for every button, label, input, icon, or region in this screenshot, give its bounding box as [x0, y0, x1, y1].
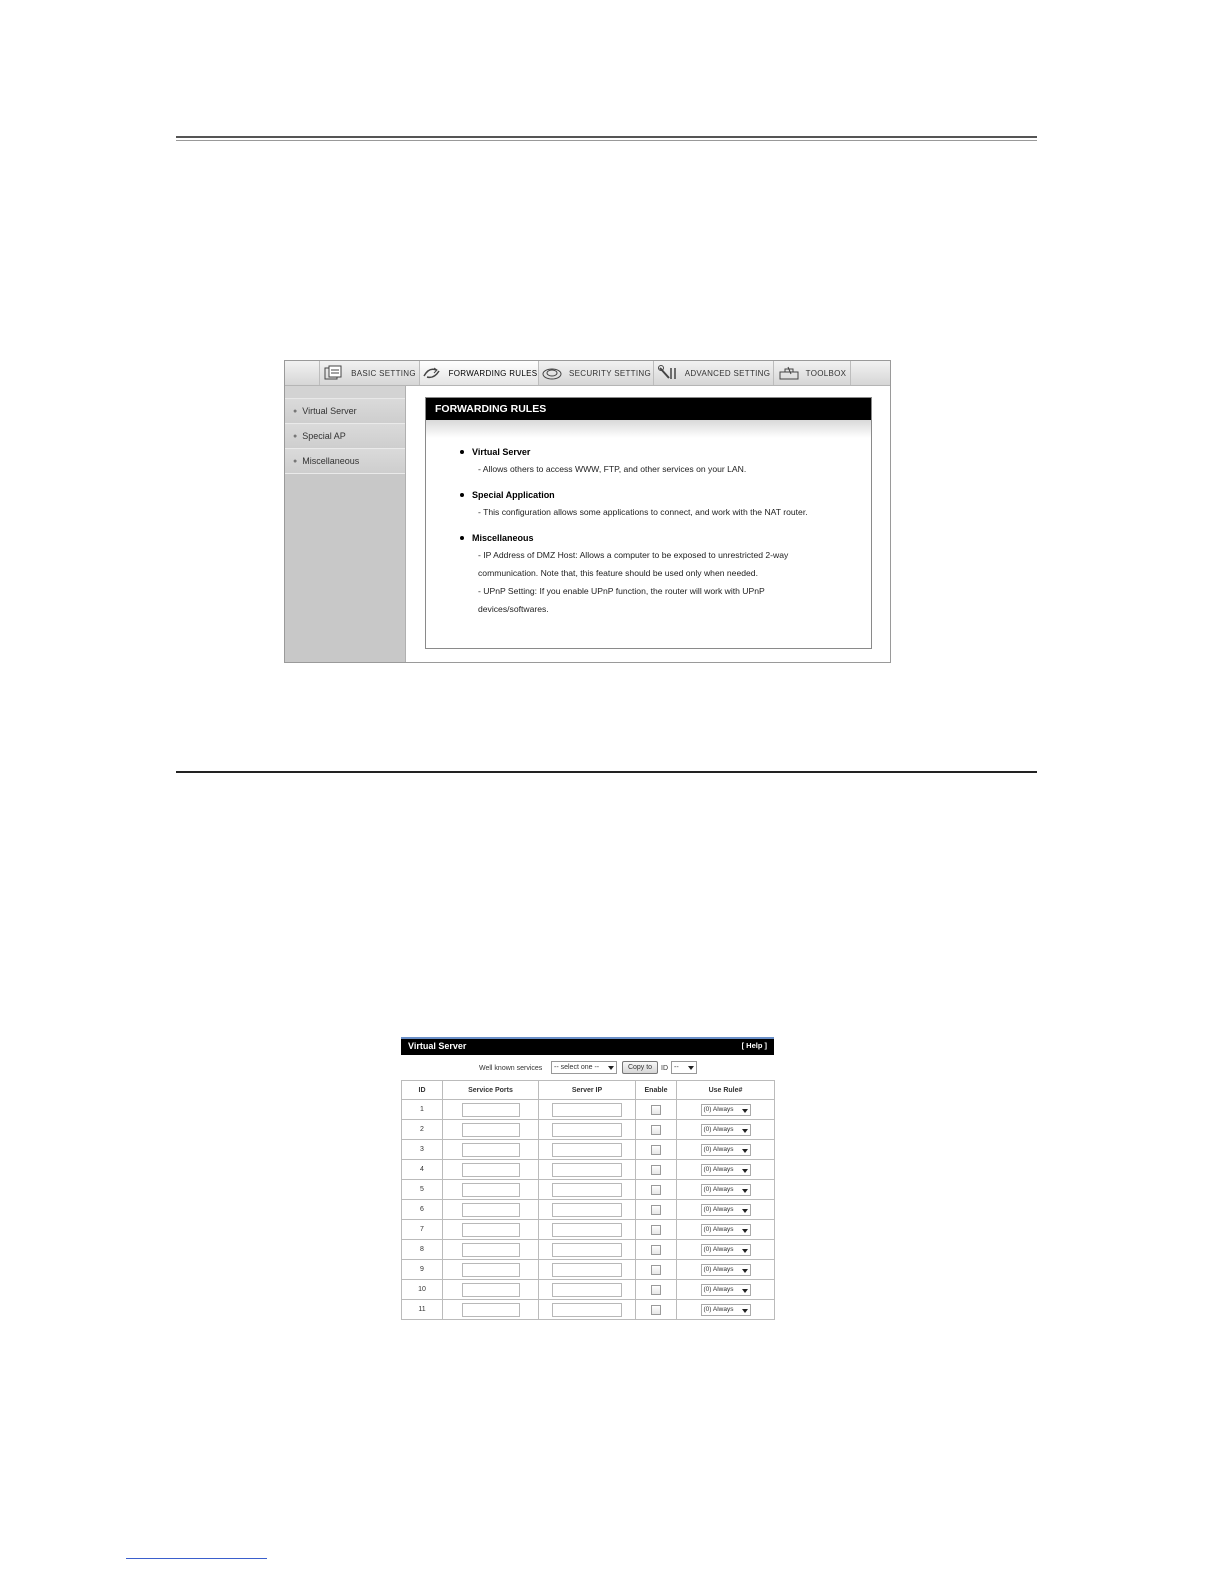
server-ip-input[interactable] — [552, 1143, 622, 1157]
row-id: 7 — [402, 1220, 443, 1240]
server-ip-input[interactable] — [552, 1243, 622, 1257]
tab-label: ADVANCED SETTING — [684, 368, 771, 378]
use-rule-select[interactable]: (0) Always — [701, 1284, 751, 1296]
toolbox-icon — [778, 365, 800, 381]
sidebar-item-miscellaneous[interactable]: ● Miscellaneous — [285, 449, 405, 474]
bullet-icon: ● — [293, 432, 298, 440]
column-header: Service Ports — [443, 1081, 539, 1100]
row-id: 11 — [402, 1300, 443, 1320]
tab-label: FORWARDING RULES — [448, 368, 538, 378]
virtual-server-screenshot — [401, 1037, 774, 1323]
row-id: 8 — [402, 1240, 443, 1260]
enable-checkbox[interactable] — [651, 1305, 661, 1315]
well-known-services-row — [401, 1059, 774, 1077]
table-row — [402, 1120, 775, 1140]
chevron-down-icon — [742, 1249, 748, 1253]
chevron-down-icon — [742, 1149, 748, 1153]
table-header-row — [402, 1081, 775, 1100]
list-item: Miscellaneous - IP Address of DMZ Host: Allows a computer to be exposed to unrestricted 2-way communication. Note that, this feature should be used only when needed. - UPnP Setting: If you enable UPnP function, the router will work with UPnP devices/softwares. — [460, 530, 860, 618]
well-known-label: Well known services — [479, 1065, 543, 1072]
tab-advanced-setting[interactable] — [653, 361, 773, 385]
table-row — [402, 1200, 775, 1220]
server-ip-input[interactable] — [552, 1283, 622, 1297]
chevron-down-icon — [742, 1229, 748, 1233]
use-rule-select[interactable]: (0) Always — [701, 1304, 751, 1316]
use-rule-select[interactable]: (0) Always — [701, 1104, 751, 1116]
main-tab-bar — [285, 361, 890, 386]
table-row — [402, 1140, 775, 1160]
enable-checkbox[interactable] — [651, 1225, 661, 1235]
row-id: 2 — [402, 1120, 443, 1140]
chevron-down-icon — [742, 1289, 748, 1293]
chevron-down-icon — [742, 1209, 748, 1213]
bullet-icon: ● — [293, 407, 298, 415]
chevron-down-icon — [742, 1309, 748, 1313]
row-id: 4 — [402, 1160, 443, 1180]
server-ip-input[interactable] — [552, 1223, 622, 1237]
sidebar-item-special-ap[interactable]: ● Special AP — [285, 424, 405, 449]
tab-security-setting[interactable] — [538, 361, 653, 385]
server-ip-input[interactable] — [552, 1203, 622, 1217]
sidebar — [285, 386, 406, 662]
table-row — [402, 1300, 775, 1320]
column-header: Server IP — [539, 1081, 636, 1100]
virtual-server-header — [401, 1037, 774, 1055]
table-row — [402, 1180, 775, 1200]
panel-title: FORWARDING RULES — [426, 398, 871, 420]
enable-checkbox[interactable] — [651, 1145, 661, 1155]
use-rule-select[interactable]: (0) Always — [701, 1244, 751, 1256]
service-ports-input[interactable] — [462, 1223, 520, 1237]
tab-label: SECURITY SETTING — [569, 368, 651, 378]
virtual-server-title: Virtual Server — [408, 1041, 467, 1051]
server-ip-input[interactable] — [552, 1163, 622, 1177]
id-label: ID — [661, 1065, 668, 1072]
forwarding-rules-screenshot — [284, 360, 891, 663]
chevron-down-icon — [742, 1189, 748, 1193]
service-ports-input[interactable] — [462, 1283, 520, 1297]
chevron-down-icon — [608, 1066, 614, 1070]
chevron-down-icon — [742, 1109, 748, 1113]
tab-toolbox[interactable] — [773, 361, 851, 385]
column-header: ID — [402, 1081, 443, 1100]
bullet-icon: ● — [293, 457, 298, 465]
column-header: Enable — [636, 1081, 677, 1100]
use-rule-select[interactable]: (0) Always — [701, 1224, 751, 1236]
server-ip-input[interactable] — [552, 1183, 622, 1197]
tab-forwarding-rules[interactable] — [419, 361, 538, 385]
enable-checkbox[interactable] — [651, 1185, 661, 1195]
use-rule-select[interactable]: (0) Always — [701, 1164, 751, 1176]
service-ports-input[interactable] — [462, 1163, 520, 1177]
row-id: 9 — [402, 1260, 443, 1280]
chevron-down-icon — [742, 1129, 748, 1133]
use-rule-select[interactable]: (0) Always — [701, 1204, 751, 1216]
forwarding-rules-panel — [425, 397, 872, 649]
rules-list — [460, 444, 860, 627]
list-item: Special Application - This configuration allows some applications to connect, and work with the NAT router. — [460, 487, 860, 521]
chevron-down-icon — [742, 1169, 748, 1173]
service-ports-input[interactable] — [462, 1143, 520, 1157]
table-row — [402, 1220, 775, 1240]
enable-checkbox[interactable] — [651, 1125, 661, 1135]
enable-checkbox[interactable] — [651, 1205, 661, 1215]
well-known-services-select[interactable]: -- select one -- — [551, 1061, 617, 1074]
table-row — [402, 1240, 775, 1260]
wrench-icon — [657, 365, 679, 381]
footnote-rule — [126, 1558, 267, 1559]
shield-icon — [541, 365, 563, 381]
list-item: Virtual Server - Allows others to access WWW, FTP, and other services on your LAN. — [460, 444, 860, 478]
service-ports-input[interactable] — [462, 1103, 520, 1117]
table-row — [402, 1280, 775, 1300]
tab-label: TOOLBOX — [805, 368, 847, 378]
use-rule-select[interactable]: (0) Always — [701, 1124, 751, 1136]
chevron-down-icon — [688, 1066, 694, 1070]
folders-icon — [323, 365, 345, 381]
server-ip-input[interactable] — [552, 1263, 622, 1277]
enable-checkbox[interactable] — [651, 1285, 661, 1295]
copy-to-button[interactable]: Copy to — [622, 1061, 658, 1074]
row-id: 5 — [402, 1180, 443, 1200]
row-id: 3 — [402, 1140, 443, 1160]
enable-checkbox[interactable] — [651, 1245, 661, 1255]
help-link[interactable]: [ Help ] — [741, 1041, 767, 1050]
enable-checkbox[interactable] — [651, 1165, 661, 1175]
server-ip-input[interactable] — [552, 1103, 622, 1117]
service-ports-input[interactable] — [462, 1183, 520, 1197]
enable-checkbox[interactable] — [651, 1105, 661, 1115]
service-ports-input[interactable] — [462, 1303, 520, 1317]
service-ports-input[interactable] — [462, 1243, 520, 1257]
server-ip-input[interactable] — [552, 1123, 622, 1137]
id-select[interactable]: -- — [671, 1061, 697, 1074]
table-row — [402, 1100, 775, 1120]
use-rule-select[interactable]: (0) Always — [701, 1144, 751, 1156]
row-id: 10 — [402, 1280, 443, 1300]
row-id: 1 — [402, 1100, 443, 1120]
service-ports-input[interactable] — [462, 1263, 520, 1277]
section-rule — [176, 771, 1037, 773]
use-rule-select[interactable]: (0) Always — [701, 1264, 751, 1276]
enable-checkbox[interactable] — [651, 1265, 661, 1275]
service-ports-input[interactable] — [462, 1203, 520, 1217]
row-id: 6 — [402, 1200, 443, 1220]
tab-label: BASIC SETTING — [351, 368, 416, 378]
column-header: Use Rule# — [677, 1081, 775, 1100]
use-rule-select[interactable]: (0) Always — [701, 1184, 751, 1196]
service-ports-input[interactable] — [462, 1123, 520, 1137]
table-row — [402, 1260, 775, 1280]
chevron-down-icon — [742, 1269, 748, 1273]
arrows-icon — [421, 365, 443, 381]
virtual-server-table — [401, 1080, 775, 1320]
sidebar-item-virtual-server[interactable]: ● Virtual Server — [285, 399, 405, 424]
top-double-rule — [176, 136, 1037, 141]
table-row — [402, 1160, 775, 1180]
tab-basic-setting[interactable] — [319, 361, 419, 385]
server-ip-input[interactable] — [552, 1303, 622, 1317]
